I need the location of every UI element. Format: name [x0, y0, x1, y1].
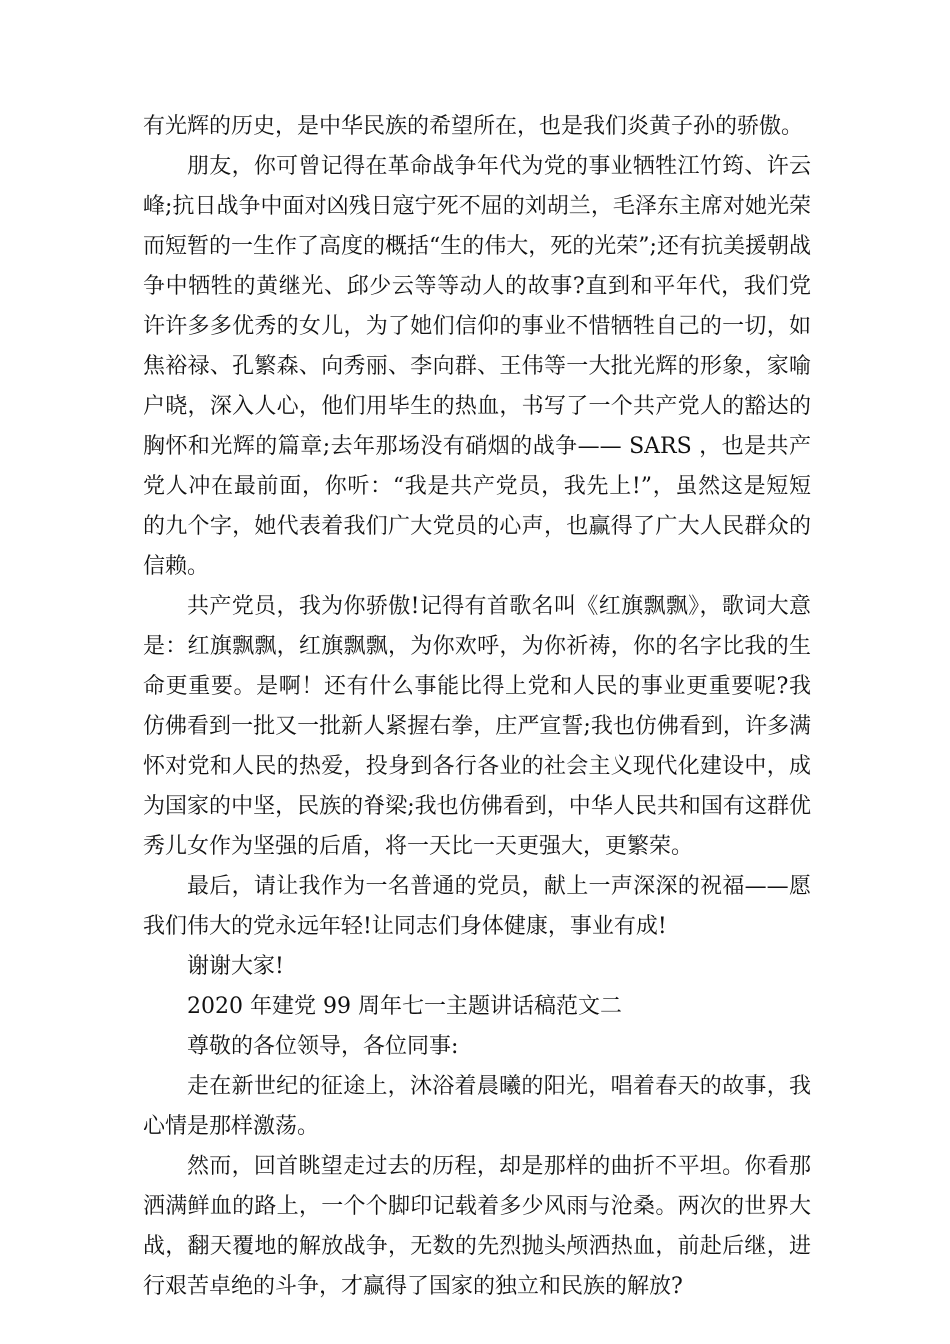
paragraph: 共产党员，我为你骄傲!记得有首歌名叫《红旗飘飘》，歌词大意是：红旗飘飘，红旗飘飘，为你欢呼，为你祈祷，你的名字比我的生命更重要。是啊！还有什么事能比得上党和人民的事业更重要呢?我仿佛看到一批又一批新人紧握右拳，庄严宣誓;我也仿佛看到，许多满怀对党和人民的热爱，投身到各行各业的社会主义现代化建设中，成为国家的中坚，民族的脊梁;我也仿佛看到，中华人民共和国有这群优秀儿女作为坚强的后盾，将一天比一天更强大，更繁荣。 [143, 594, 811, 859]
paragraph: 然而，回首眺望走过去的历程，却是那样的曲折不平坦。你看那洒满鲜血的路上，一个个脚印记载着多少风雨与沧桑。两次的世界大战，翻天覆地的解放战争，无数的先烈抛头颅洒热血，前赴后继，进行艰苦卓绝的斗争，才赢得了国家的独立和民族的解放? [143, 1154, 811, 1299]
salutation: 尊敬的各位领导，各位同事: [187, 1034, 459, 1059]
section-heading: 2020 年建党 99 周年七一主题讲话稿范文二 [187, 994, 622, 1019]
paragraph: 走在新世纪的征途上，沐浴着晨曦的阳光，唱着春天的故事，我心情是那样激荡。 [143, 1074, 811, 1139]
paragraph: 朋友，你可曾记得在革命战争年代为党的事业牺牲江竹筠、许云峰;抗日战争中面对凶残日寇宁死不屈的刘胡兰，毛泽东主席对她光荣而短暂的一生作了高度的概括“生的伟大，死的光荣”;还有抗美援朝战争中牺牲的黄继光、邱少云等等动人的故事?直到和平年代，我们党许许多多优秀的女儿，为了她们信仰的事业不惜牺牲自己的一切，如焦裕禄、孔繁森、向秀丽、李向群、王伟等一大批光辉的形象，家喻户晓，深入人心，他们用毕生的热血，书写了一个共产党人的豁达的胸怀和光辉的篇章;去年那场没有硝烟的战争—— SARS ，也是共产党人冲在最前面，你听：“我是共产党员，我先上!”，虽然这是短短的九个字，她代表着我们广大党员的心声，也赢得了广大人民群众的信赖。 [143, 154, 811, 579]
paragraph: 谢谢大家! [187, 954, 284, 979]
paragraph: 有光辉的历史，是中华民族的希望所在，也是我们炎黄子孙的骄傲。 [143, 114, 804, 139]
paragraph: 最后，请让我作为一名普通的党员，献上一声深深的祝福——愿我们伟大的党永远年轻!让同志们身体健康，事业有成! [143, 874, 811, 939]
document-body [143, 107, 811, 1307]
